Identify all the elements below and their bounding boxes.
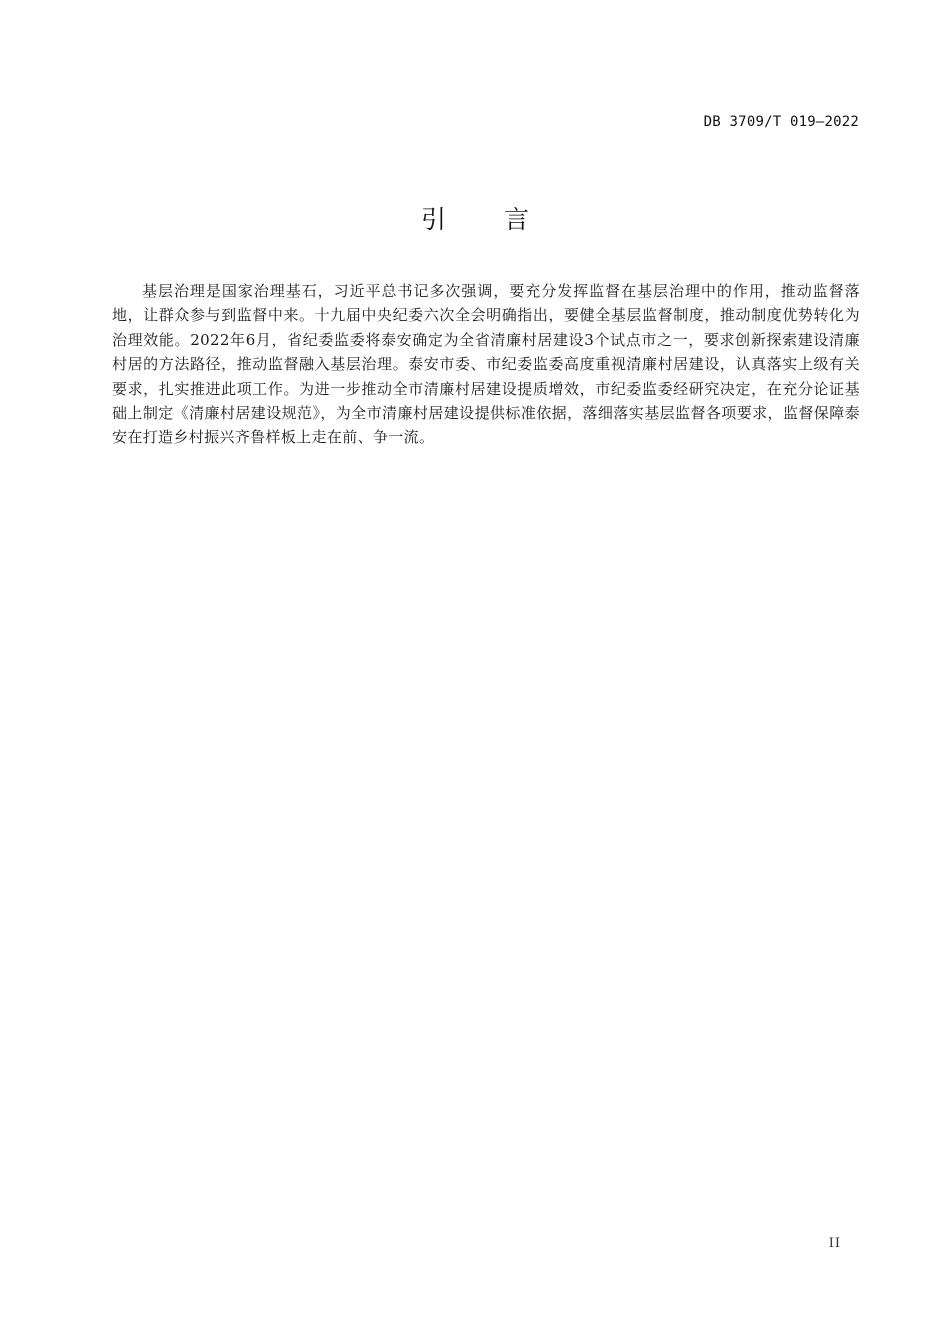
document-standard-number: DB 3709/T 019—2022 [703,114,859,130]
section-title-char-1: 引 [420,205,446,234]
section-title [0,200,950,236]
page-number: II [828,1236,841,1251]
introduction-paragraph: 基层治理是国家治理基石，习近平总书记多次强调，要充分发挥监督在基层治理中的作用，推动监督落地，让群众参与到监督中来。十九届中央纪委六次全会明确指出，要健全基层监督制度，推动制度优势转化为治理效能。2022年6月，省纪委监委将泰安确定为全省清廉村居建设3个试点市之一，要求创新探索建设清廉村居的方法路径，推动监督融入基层治理。泰安市委、市纪委监委高度重视清廉村居建设，认真落实上级有关要求，扎实推进此项工作。为进一步推动全市清廉村居建设提质增效，市纪委监委经研究决定，在充分论证基础上制定《清廉村居建设规范》，为全市清廉村居建设提供标准依据，落细落实基层监督各项要求，监督保障泰安在打造乡村振兴齐鲁样板上走在前、争一流。 [112,282,860,447]
section-title-char-2: 言 [504,205,530,234]
